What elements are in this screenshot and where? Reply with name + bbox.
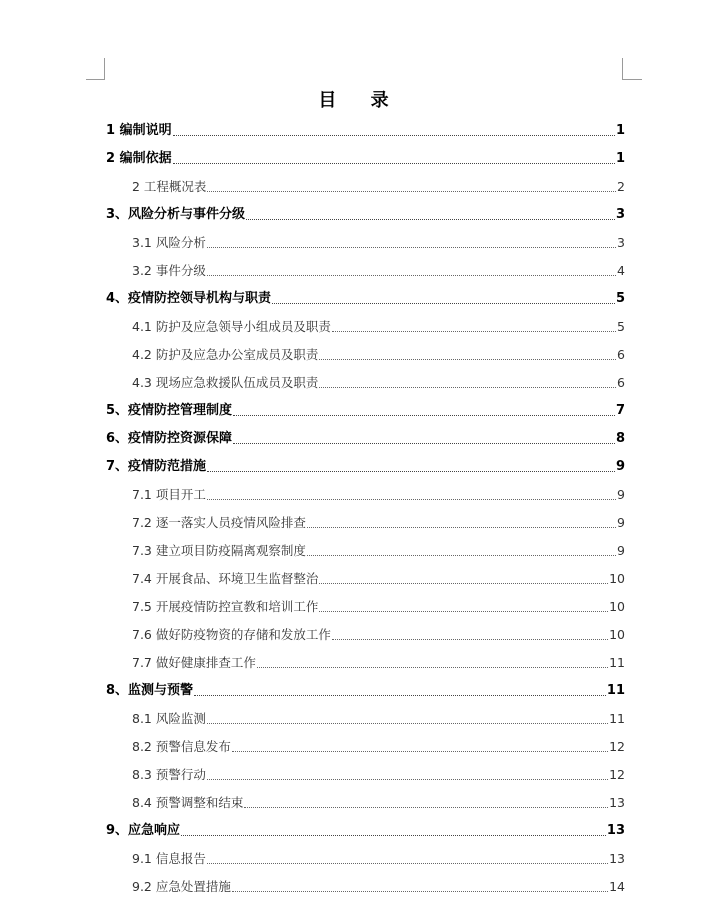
toc-dot-leader xyxy=(207,499,616,500)
toc-page-number: 6 xyxy=(617,375,625,390)
toc-entry-chapter[interactable] xyxy=(106,457,625,477)
toc-entry-text: 4.1 防护及应急领导小组成员及职责 xyxy=(132,319,331,334)
toc-page-number: 8 xyxy=(615,431,625,446)
toc-entry-section[interactable] xyxy=(132,765,625,785)
toc-page-number: 13 xyxy=(609,851,625,866)
toc-page-number: 12 xyxy=(609,767,625,782)
toc-page-number: 9 xyxy=(617,515,625,530)
toc-entry-text: 4.2 防护及应急办公室成员及职责 xyxy=(132,347,319,362)
toc-dot-leader xyxy=(207,779,608,780)
toc-dot-leader xyxy=(257,667,608,668)
toc-dot-leader xyxy=(232,751,608,752)
toc-page-number: 5 xyxy=(615,291,625,306)
toc-dot-leader xyxy=(233,415,615,416)
toc-dot-leader xyxy=(173,163,615,164)
toc-page-number: 13 xyxy=(609,795,625,810)
toc-entry-chapter[interactable] xyxy=(106,121,625,141)
toc-entry-text: 8.1 风险监测 xyxy=(132,711,206,726)
toc-entry-section[interactable] xyxy=(132,597,625,617)
toc-entry-text: 7.4 开展食品、环境卫生监督整治 xyxy=(132,571,319,586)
toc-page-number: 7 xyxy=(615,403,625,418)
toc-entry-text: 2 工程概况表 xyxy=(132,179,207,194)
toc-entry-text: 3.2 事件分级 xyxy=(132,263,206,278)
toc-entry-text: 7.5 开展疫情防控宣教和培训工作 xyxy=(132,599,319,614)
toc-dot-leader xyxy=(319,583,608,584)
toc-entry-section[interactable] xyxy=(132,653,625,673)
toc-entry-text: 7、疫情防范措施 xyxy=(106,459,207,474)
toc-entry-chapter[interactable] xyxy=(106,821,625,841)
crop-mark-top-right xyxy=(622,58,623,80)
toc-entry-text: 9.2 应急处置措施 xyxy=(132,879,231,894)
toc-dot-leader xyxy=(332,639,608,640)
crop-mark-top-right xyxy=(622,79,642,80)
toc-page-number: 2 xyxy=(617,179,625,194)
toc-entry-section[interactable] xyxy=(132,541,625,561)
toc-dot-leader xyxy=(181,835,606,836)
toc-entry-text: 6、疫情防控资源保障 xyxy=(106,431,233,446)
toc-entry-section[interactable] xyxy=(132,485,625,505)
toc-entry-text: 7.6 做好防疫物资的存储和发放工作 xyxy=(132,627,331,642)
toc-entry-section[interactable] xyxy=(132,849,625,869)
toc-entry-chapter[interactable] xyxy=(106,205,625,225)
toc-entry-section[interactable] xyxy=(132,177,625,197)
toc-entry-section[interactable] xyxy=(132,793,625,813)
toc-dot-leader xyxy=(207,275,616,276)
toc-entry-chapter[interactable] xyxy=(106,149,625,169)
toc-dot-leader xyxy=(332,331,616,332)
toc-entry-text: 7.7 做好健康排查工作 xyxy=(132,655,256,670)
toc-entry-text: 4、疫情防控领导机构与职责 xyxy=(106,291,272,306)
toc-entry-text: 3、风险分析与事件分级 xyxy=(106,207,246,222)
toc-page-number: 9 xyxy=(617,543,625,558)
toc-dot-leader xyxy=(207,863,608,864)
toc-entry-section[interactable] xyxy=(132,233,625,253)
toc-page-number: 10 xyxy=(609,599,625,614)
toc-entry-text: 7.3 建立项目防疫隔离观察制度 xyxy=(132,543,306,558)
toc-entry-section[interactable] xyxy=(132,513,625,533)
toc-entry-section[interactable] xyxy=(132,569,625,589)
toc-page-number: 10 xyxy=(609,627,625,642)
toc-entry-text: 8.4 预警调整和结束 xyxy=(132,795,244,810)
toc-page-number: 10 xyxy=(609,571,625,586)
toc-entry-text: 8.2 预警信息发布 xyxy=(132,739,231,754)
toc-entry-text: 2 编制依据 xyxy=(106,151,172,166)
toc-dot-leader xyxy=(272,303,615,304)
toc-page-number: 4 xyxy=(617,263,625,278)
toc-entry-text: 5、疫情防控管理制度 xyxy=(106,403,233,418)
toc-page-number: 1 xyxy=(615,151,625,166)
toc-title: 目 录 xyxy=(318,90,403,111)
toc-dot-leader xyxy=(319,359,616,360)
toc-dot-leader xyxy=(232,891,608,892)
toc-entry-chapter[interactable] xyxy=(106,429,625,449)
toc-entry-section[interactable] xyxy=(132,737,625,757)
toc-dot-leader xyxy=(307,555,616,556)
toc-dot-leader xyxy=(207,191,616,192)
toc-page-number: 13 xyxy=(606,823,625,838)
toc-entry-section[interactable] xyxy=(132,877,625,897)
toc-page-number: 3 xyxy=(617,235,625,250)
toc-page-number: 12 xyxy=(609,739,625,754)
crop-mark-top-left xyxy=(104,58,105,80)
toc-page-number: 11 xyxy=(609,711,625,726)
toc-entry-text: 9、应急响应 xyxy=(106,823,181,838)
toc-entry-text: 7.2 逐一落实人员疫情风险排查 xyxy=(132,515,306,530)
crop-mark-top-left xyxy=(86,79,105,80)
toc-page-number: 9 xyxy=(615,459,625,474)
toc-entry-text: 9.1 信息报告 xyxy=(132,851,206,866)
toc-entry-section[interactable] xyxy=(132,345,625,365)
toc-page-number: 14 xyxy=(609,879,625,894)
toc-page-number: 6 xyxy=(617,347,625,362)
toc-dot-leader xyxy=(207,723,608,724)
toc-entry-chapter[interactable] xyxy=(106,289,625,309)
toc-entry-section[interactable] xyxy=(132,317,625,337)
toc-entry-chapter[interactable] xyxy=(106,681,625,701)
toc-dot-leader xyxy=(319,387,616,388)
toc-entry-section[interactable] xyxy=(132,709,625,729)
toc-dot-leader xyxy=(207,471,615,472)
toc-entry-text: 8、监测与预警 xyxy=(106,683,194,698)
toc-entry-section[interactable] xyxy=(132,373,625,393)
toc-page-number: 11 xyxy=(606,683,625,698)
toc-page-number: 11 xyxy=(609,655,625,670)
toc-dot-leader xyxy=(319,611,608,612)
toc-page-number: 5 xyxy=(617,319,625,334)
toc-page-number: 1 xyxy=(615,123,625,138)
toc-dot-leader xyxy=(246,219,615,220)
toc-entry-chapter[interactable] xyxy=(106,401,625,421)
toc-dot-leader xyxy=(233,443,615,444)
toc-entry-section[interactable] xyxy=(132,625,625,645)
toc-page-number: 3 xyxy=(615,207,625,222)
toc-dot-leader xyxy=(173,135,615,136)
toc-dot-leader xyxy=(194,695,606,696)
toc-entry-text: 7.1 项目开工 xyxy=(132,487,206,502)
toc-entry-text: 3.1 风险分析 xyxy=(132,235,206,250)
toc-dot-leader xyxy=(207,247,616,248)
toc-entry-text: 8.3 预警行动 xyxy=(132,767,206,782)
toc-entry-text: 1 编制说明 xyxy=(106,123,172,138)
toc-page-number: 9 xyxy=(617,487,625,502)
toc-entry-section[interactable] xyxy=(132,261,625,281)
toc-entry-text: 4.3 现场应急救援队伍成员及职责 xyxy=(132,375,319,390)
toc-dot-leader xyxy=(307,527,616,528)
toc-dot-leader xyxy=(244,807,608,808)
